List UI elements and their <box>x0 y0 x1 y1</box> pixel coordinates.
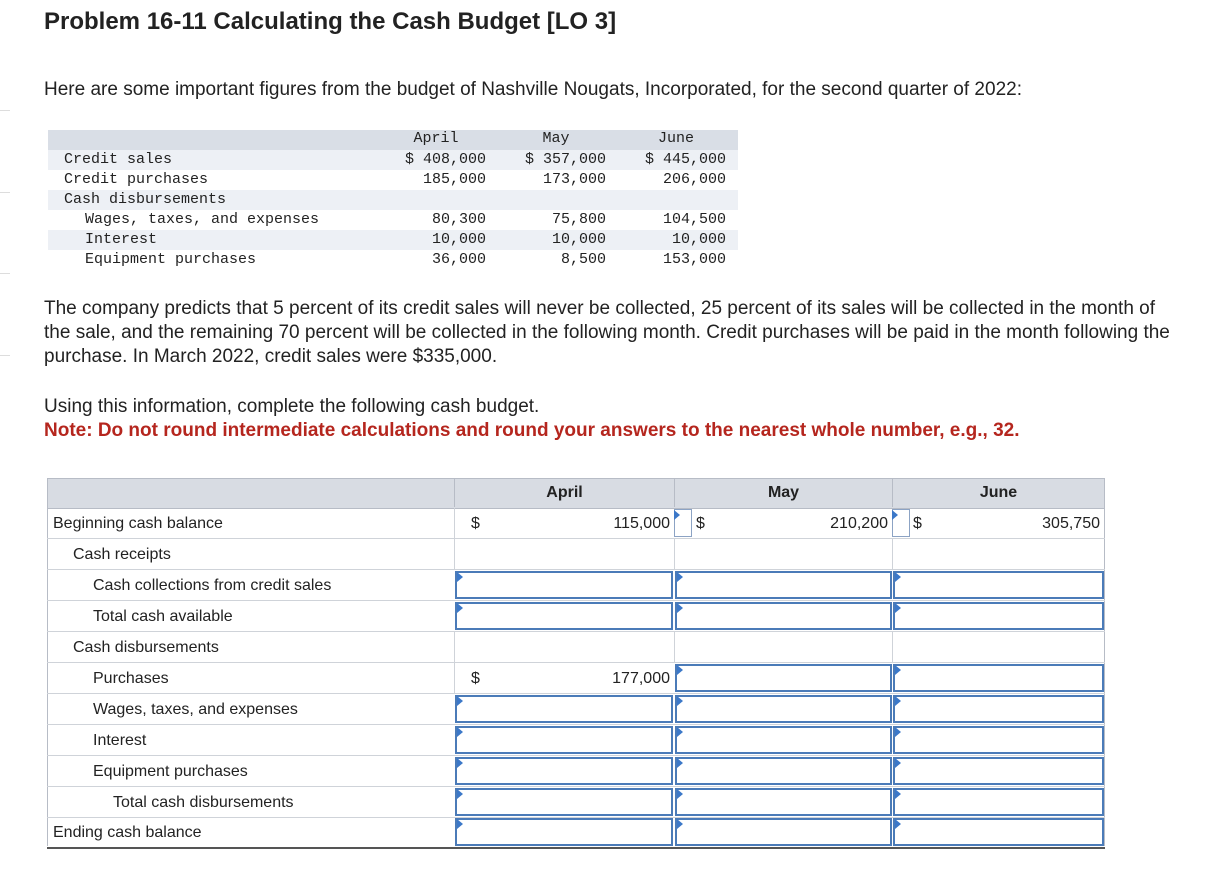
sidebar-divider <box>0 273 10 274</box>
figures-row-interest: Interest 10,000 10,000 10,000 <box>48 230 738 250</box>
row-wages-taxes-expenses: Wages, taxes, and expenses <box>47 694 1105 725</box>
cash-collections-may-input[interactable] <box>675 571 892 599</box>
total-disbursements-june-input[interactable] <box>893 788 1104 816</box>
currency-symbol: $ <box>471 670 480 687</box>
beginning-balance-june: 305,750 <box>1042 515 1100 532</box>
beginning-balance-may: 210,200 <box>830 515 888 532</box>
row-cash-disbursements: Cash disbursements <box>47 632 1105 663</box>
sidebar-divider <box>0 192 10 193</box>
rounding-note: Note: Do not round intermediate calculations and round your answers to the nearest whole number, e.g., 32. <box>44 420 1020 441</box>
ending-balance-april-input[interactable] <box>455 818 673 846</box>
wages-april-input[interactable] <box>455 695 673 723</box>
ending-balance-june-input[interactable] <box>893 818 1104 846</box>
total-disbursements-april-input[interactable] <box>455 788 673 816</box>
purchases-april-value: 177,000 <box>612 670 670 687</box>
total-cash-available-april-input[interactable] <box>455 602 673 630</box>
cash-collections-june-input[interactable] <box>893 571 1104 599</box>
sidebar-divider <box>0 355 10 356</box>
interest-may-input[interactable] <box>675 726 892 754</box>
instruction-text: Using this information, complete the following cash budget. <box>44 396 540 417</box>
figures-header <box>48 130 738 150</box>
figures-row-equipment: Equipment purchases 36,000 8,500 153,000 <box>85 251 726 268</box>
row-cash-collections: Cash collections from credit sales <box>47 570 1105 601</box>
row-equipment-purchases: Equipment purchases <box>47 756 1105 787</box>
assumptions-paragraph: The company predicts that 5 percent of its credit sales will never be collected, 25 percent of its sales will be collected in the month of the sale, and the remaining 70 percent will be collected in the following month. Credit purchases will be paid in the month following the purchase. In March 2022, credit sales were $335,000. <box>44 298 1170 367</box>
row-ending-cash-balance: Ending cash balance <box>47 817 1105 849</box>
currency-symbol: $ <box>471 515 480 532</box>
figures-month-june: June <box>657 130 694 147</box>
figures-row-credit-purchases: Credit purchases 185,000 173,000 206,000 <box>64 171 726 188</box>
interest-june-input[interactable] <box>893 726 1104 754</box>
column-header-may: May <box>767 484 800 501</box>
column-header-june: June <box>979 484 1018 501</box>
ending-balance-may-input[interactable] <box>675 818 892 846</box>
total-cash-available-june-input[interactable] <box>893 602 1104 630</box>
interest-april-input[interactable] <box>455 726 673 754</box>
row-beginning-cash-balance: Beginning cash balance $ 115,000 $ 210,200 $ 305,750 <box>47 508 1105 539</box>
figures-month-may: May <box>542 130 570 147</box>
figures-row-cash-disbursements: Cash disbursements <box>48 190 738 210</box>
purchases-june-input[interactable] <box>893 664 1104 692</box>
currency-symbol: $ <box>696 515 705 532</box>
equipment-april-input[interactable] <box>455 757 673 785</box>
page-title: Problem 16-11 Calculating the Cash Budget [LO 3] <box>44 8 617 35</box>
row-cash-receipts: Cash receipts <box>47 539 1105 570</box>
intro-text: Here are some important figures from the budget of Nashville Nougats, Incorporated, for the second quarter of 2022: <box>44 79 1022 100</box>
beginning-balance-april: 115,000 <box>613 515 670 532</box>
figures-row-wages: Wages, taxes, and expenses 80,300 75,800 104,500 <box>85 211 726 228</box>
wages-may-input[interactable] <box>675 695 892 723</box>
cash-collections-april-input[interactable] <box>455 571 673 599</box>
column-header-april: April <box>546 484 583 501</box>
row-purchases: Purchases $ 177,000 <box>47 663 1105 694</box>
equipment-june-input[interactable] <box>893 757 1104 785</box>
total-disbursements-may-input[interactable] <box>675 788 892 816</box>
currency-symbol: $ <box>913 515 922 532</box>
purchases-may-input[interactable] <box>675 664 892 692</box>
figures-month-april: April <box>413 130 459 147</box>
wages-june-input[interactable] <box>893 695 1104 723</box>
total-cash-available-may-input[interactable] <box>675 602 892 630</box>
figures-row-credit-sales: Credit sales $ 408,000 $ 357,000 $ 445,000 <box>48 150 738 170</box>
row-total-cash-disbursements: Total cash disbursements <box>47 787 1105 818</box>
equipment-may-input[interactable] <box>675 757 892 785</box>
row-interest: Interest <box>47 725 1105 756</box>
sidebar-divider <box>0 110 10 111</box>
row-total-cash-available: Total cash available <box>47 601 1105 632</box>
